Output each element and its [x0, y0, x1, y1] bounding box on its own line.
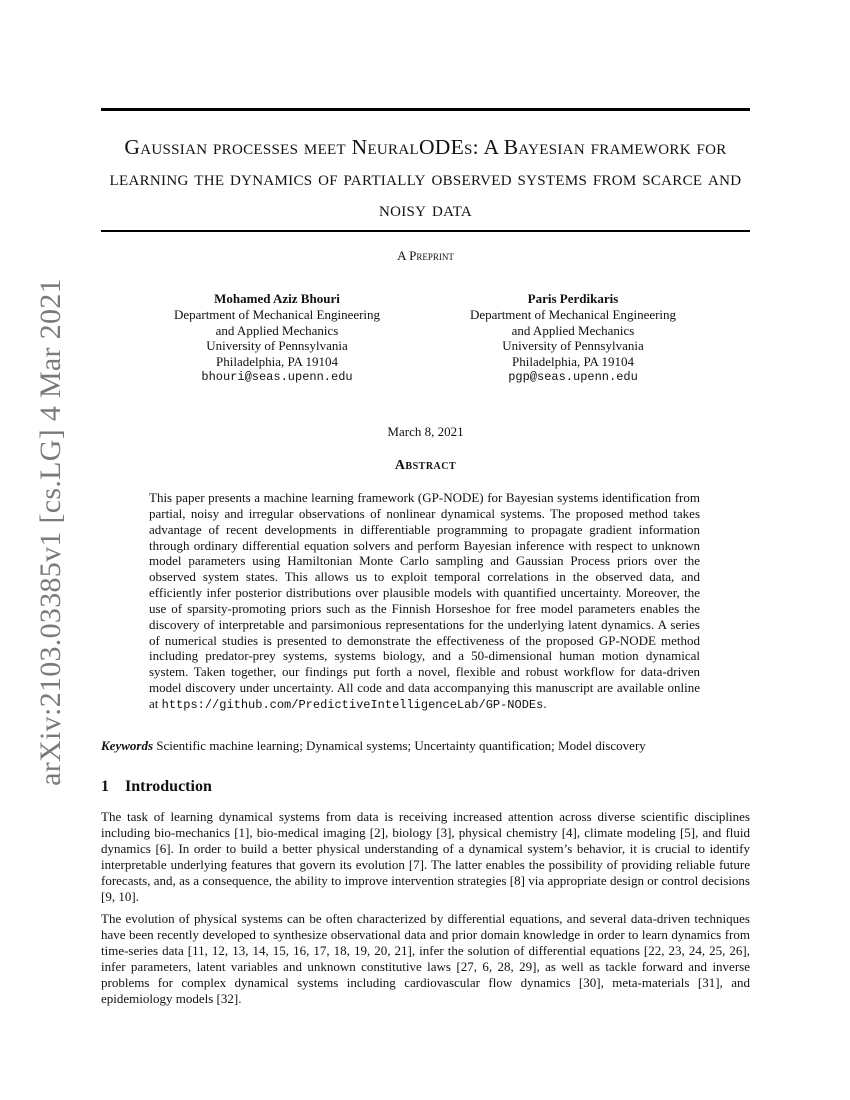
- paper-title: Gaussian processes meet NeuralODEs: A Bayesian framework for learning the dynamics of partially observed systems from scarce and noisy data: [109, 135, 742, 221]
- abstract-end-punctuation: .: [543, 695, 547, 711]
- keywords-text: Scientific machine learning; Dynamical systems; Uncertainty quantification; Model discovery: [156, 738, 646, 753]
- section-title: Introduction: [125, 778, 212, 795]
- abstract-body: [149, 490, 700, 714]
- preprint-label: A Preprint: [397, 248, 454, 263]
- abstract-heading: Abstract: [394, 458, 457, 473]
- author-name: Mohamed Aziz Bhouri: [214, 291, 340, 306]
- author-department-line2: and Applied Mechanics: [511, 322, 635, 338]
- keywords-line: [101, 738, 750, 754]
- author-block-1: [147, 291, 407, 386]
- author-block-2: [443, 291, 703, 386]
- author-email[interactable]: pgp@seas.upenn.edu: [508, 369, 638, 384]
- keywords-label: Keywords: [101, 738, 153, 753]
- author-department: Department of Mechanical Engineering: [173, 306, 381, 322]
- author-email[interactable]: bhouri@seas.upenn.edu: [201, 369, 353, 384]
- author-city: Philadelphia, PA 19104: [512, 354, 634, 370]
- author-city: Philadelphia, PA 19104: [216, 354, 338, 370]
- author-department: Department of Mechanical Engineering: [469, 306, 677, 322]
- section-heading-introduction: [101, 778, 212, 796]
- title-rule-top: [101, 108, 750, 111]
- arxiv-identifier-stamp: arXiv:2103.03385v1 [cs.LG] 4 Mar 2021: [34, 278, 67, 786]
- abstract-text: This paper presents a machine learning framework (GP-NODE) for Bayesian systems identification from partial, noisy and irregular observations of nonlinear dynamical systems. The proposed method takes advantage of recent developments in differentiable programming to propagate gradient information through ordinary differential equation solvers and perform Bayesian inference with respect to unknown model parameters using Hamiltonian Monte Carlo sampling and Gaussian Process priors over the observed system states. This allows us to exploit temporal correlations in the observed data, and efficiently infer posterior distributions over plausible models with quantified uncertainty. Moreover, the use of sparsity-promoting priors such as the Finnish Horseshoe for free model parameters enables the discovery of interpretable and parsimonious representations for the underlying latent dynamics. A series of numerical studies is presented to demonstrate the effectiveness of the proposed GP-NODE method including predator-prey systems, systems biology, and a 50-dimensional human motion dynamical system. Taken together, our findings put forth a novel, flexible and robust workflow for data-driven model discovery under uncertainty. All code and data accompanying this manuscript are available online at: [149, 490, 700, 711]
- author-name: Paris Perdikaris: [527, 291, 619, 306]
- author-university: University of Pennsylvania: [206, 338, 348, 354]
- author-university: University of Pennsylvania: [502, 338, 644, 354]
- intro-paragraph-2: The evolution of physical systems can be often characterized by differential equations, and several data-driven techniques have been recently developed to synthesize observational data and prior domain knowledge in order to learn dynamics from time-series data [11, 12, 13, 14, 15, 16, 17, 18, 19, 20, 21], infer the solution of differential equations [22, 23, 24, 25, 26], infer parameters, latent variables and unknown constitutive laws [27, 6, 28, 29], as well as tackle forward and inverse problems for complex dynamical systems including cardiovascular flow dynamics [30], meta-materials [31], and epidemiology models [32].: [101, 911, 750, 1006]
- title-rule-bottom: [101, 230, 750, 232]
- publication-date: March 8, 2021: [387, 424, 464, 439]
- author-department-line2: and Applied Mechanics: [215, 322, 339, 338]
- intro-paragraph-1: The task of learning dynamical systems from data is receiving increased attention across diverse scientific disciplines including bio-mechanics [1], bio-medical imaging [2], biology [3], physical chemistry [4], climate modeling [5], and fluid dynamics [6]. In order to build a better physical understanding of a dynamical system’s behavior, it is crucial to identify interpretable underlying features that govern its evolution [7]. The latter enables the possibility of providing reliable future forecasts, and, as a consequence, the ability to improve intervention strategies [8] via appropriate design or control decisions [9, 10].: [101, 809, 750, 904]
- section-number: 1: [101, 778, 109, 795]
- code-repository-link[interactable]: https://github.com/PredictiveIntelligenceLab/GP-NODEs: [161, 697, 544, 712]
